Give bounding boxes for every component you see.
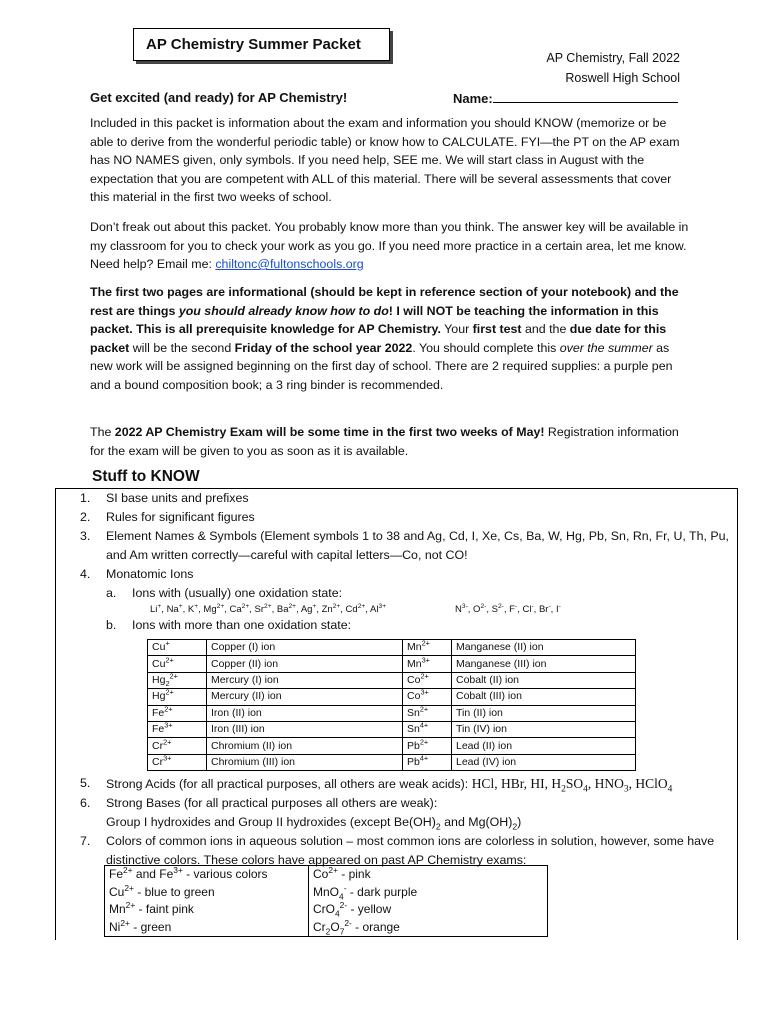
ion-symbol: Cu+ <box>148 640 207 656</box>
ion-name: Cobalt (II) ion <box>452 672 636 688</box>
item-number: 1. <box>80 491 91 505</box>
ion-symbol: $Cr^{3+}$ <box>148 754 207 770</box>
ion-symbol: $Mn^{3+}$ <box>403 656 452 672</box>
ion-colors-table <box>104 865 548 937</box>
ion-symbol: $Mn^{2+}$ <box>403 640 452 656</box>
school-info <box>546 48 680 88</box>
strong-acids: HCl, HBr, HI, $H_2SO_4$, $HNO_3$, HClO$_4$ <box>471 776 673 795</box>
ion-symbol: $Hg_2^{2+}$ <box>148 672 207 688</box>
ion-name: Tin (II) ion <box>452 705 636 721</box>
item-number: 4. <box>80 567 91 581</box>
table-row <box>148 738 636 754</box>
school-name: Roswell High School <box>565 71 680 85</box>
ion-symbol: $Hg^{2+}$ <box>148 689 207 705</box>
table-row <box>148 656 636 672</box>
list-item <box>80 565 735 635</box>
ion-name: Mercury (I) ion <box>207 672 403 688</box>
item-text: Strong Bases (for all practical purposes all others are weak): <box>106 796 438 810</box>
info-paragraph <box>90 283 690 394</box>
sub-item-b <box>106 616 735 635</box>
greeting: Get excited (and ready) for AP Chemistry! <box>90 90 348 105</box>
info-first-test: first test <box>472 322 522 336</box>
info-friday: Friday of the school year 2022 <box>234 340 413 355</box>
info-bold-2: ! I will NOT be teaching the information in this packet. This is all prerequisite knowledge for AP Chemistry. <box>90 303 659 336</box>
table-row <box>148 721 636 737</box>
ion-name: Tin (IV) ion <box>452 721 636 737</box>
table-row <box>105 866 548 937</box>
help-text: Don’t freak out about this packet. You probably know more than you think. The answer key will be available in my classroom for you to check your work as you go. If you need more practice in a certain area, let me know. Need help? Email me: <box>90 220 689 271</box>
table-row <box>148 672 636 688</box>
exam-text-2: Registration information for the exam will be given to you as soon as it is available. <box>90 425 679 458</box>
ion-symbol: $Fe^{2+}$ <box>148 705 207 721</box>
name-field[interactable] <box>453 90 678 106</box>
list-item <box>80 508 735 527</box>
exam-date-bold: 2022 AP Chemistry Exam will be some time in the first two weeks of May! <box>114 425 545 439</box>
info-due-date: due date for this packet <box>90 322 667 355</box>
ion-symbol: $Pb^{4+}$ <box>403 754 452 770</box>
list-item <box>80 527 735 565</box>
ion-symbol: $Co^{3+}$ <box>403 689 452 705</box>
ion-name: Mercury (II) ion <box>207 689 403 705</box>
table-row <box>148 689 636 705</box>
exam-paragraph <box>90 423 690 460</box>
item-number: 3. <box>80 529 91 543</box>
color-cell-left: $Fe^{2+}$ and $Fe^{3+}$ - various colors $Cu^{2+}$ - blue to green $Mn^{2+}$ - faint pink $Ni^{2+}$ - green <box>105 866 309 937</box>
single-ions-row <box>106 603 735 616</box>
ion-name: Iron (II) ion <box>207 705 403 721</box>
intro-text: Included in this packet is information about the exam and information you should KNOW (memorize or be able to derive from the wonderful periodic table) or know how to CALCULATE. FYI—the PT on the AP exam has NO NAMES given, only symbols. If you need help, SEE me. We will start class in August with the expectation that you are competent with ALL of this material. There will be several assessments that cover this material in the first two weeks of school. <box>90 116 680 204</box>
ion-symbol: $Fe^{3+}$ <box>148 721 207 737</box>
email-link[interactable]: chiltonc@fultonschools.org <box>215 257 364 271</box>
intro-paragraph <box>90 114 690 207</box>
ion-name: Copper (II) ion <box>207 656 403 672</box>
item-number: 5. <box>80 776 91 790</box>
ion-name: Lead (IV) ion <box>452 754 636 770</box>
ion-symbol: $Cr^{2+}$ <box>148 738 207 754</box>
info-text-2: and the <box>521 322 570 336</box>
item-number: 6. <box>80 796 91 810</box>
multi-ion-table <box>147 639 636 771</box>
list-item <box>80 794 735 832</box>
ion-name: Lead (II) ion <box>452 738 636 754</box>
item-text: Element Names & Symbols (Element symbols 1 to 38 and Ag, Cd, I, Xe, Cs, Ba, W, Hg, Pb, Sn, Rn, Fr, U, Th, Pu, and Am written correctly—careful with capital letters—Co, not CO! <box>106 529 729 562</box>
table-row <box>148 705 636 721</box>
packet-title-box <box>133 28 390 61</box>
table-row <box>148 754 636 770</box>
info-text-3: will be the second <box>129 340 235 355</box>
item-text: Rules for significant figures <box>106 510 255 524</box>
ion-name: Chromium (III) ion <box>207 754 403 770</box>
exam-text-1: The <box>90 425 115 439</box>
item-text: Monatomic Ions <box>106 567 194 581</box>
list-item <box>80 489 735 508</box>
ion-name: Manganese (II) ion <box>452 640 636 656</box>
item-text: Strong Acids (for all practical purposes, all others are weak acids): <box>106 777 472 791</box>
item-text: Colors of common ions in aqueous solution – most common ions are colorless in solution, however, some have distinctive colors. These colors have appeared on past AP Chemistry exams: <box>106 834 715 867</box>
ion-symbol: $Pb^{2+}$ <box>403 738 452 754</box>
sub-number: a. <box>106 586 117 600</box>
item-text: SI base units and prefixes <box>106 491 249 505</box>
ion-symbol: $Cu^{2+}$ <box>148 656 207 672</box>
table-row <box>148 640 636 656</box>
ion-symbol: $Co^{2+}$ <box>403 672 452 688</box>
info-text-1: Your <box>440 322 473 336</box>
packet-title: AP Chemistry Summer Packet <box>146 36 361 53</box>
color-cell-right: $Co^{2+}$ - pink MnO$_4$- - dark purple CrO$_4^{2-}$ - yellow $Cr_2O_7^{2-}$ - orange <box>309 866 548 937</box>
info-text-5: as new work will be assigned beginning on the first day of school. There are 2 required supplies: a purple pen and a bound composition book; a 3 ring binder is recommended. <box>90 340 673 392</box>
sub-item-a <box>106 584 735 603</box>
info-bold-1: The first two pages are informational (should be kept in reference section of your notebook) and the rest are things <box>90 285 679 318</box>
ion-symbol: $Sn^{4+}$ <box>403 721 452 737</box>
sub-number: b. <box>106 618 117 632</box>
ion-name: Manganese (III) ion <box>452 656 636 672</box>
item-number: 2. <box>80 510 91 524</box>
ion-symbol: $Sn^{2+}$ <box>403 705 452 721</box>
list-item <box>80 774 735 794</box>
info-bold-italic: you should already know how to do <box>178 303 389 318</box>
single-cations: Li+, Na+, K+, $Mg^{2+}$, $Ca^{2+}$, $Sr^{2+}$, $Ba^{2+}$, Ag+, $Zn^{2+}$, $Cd^{2+}$, $Al^{3+}$ <box>150 602 387 615</box>
sub-text: Ions with (usually) one oxidation state: <box>132 586 343 600</box>
name-line[interactable] <box>493 90 678 103</box>
help-paragraph <box>90 218 690 274</box>
ion-name: Chromium (II) ion <box>207 738 403 754</box>
ion-name: Copper (I) ion <box>207 640 403 656</box>
course-label: AP Chemistry, Fall 2022 <box>546 51 680 65</box>
sub-text: Ions with more than one oxidation state: <box>132 618 352 632</box>
strong-bases: Group I hydroxides and Group II hydroxides (except $Be(OH)_2$ and $Mg(OH)_2$) <box>106 815 522 832</box>
info-text-4: . You should complete this <box>412 340 560 355</box>
name-label: Name: <box>453 91 493 106</box>
info-summer: over the summer <box>559 340 653 355</box>
single-anions: $N^{3-}$, $O^{2-}$, $S^{2-}$, F-, Cl-, Br-, I- <box>455 602 561 615</box>
ion-name: Cobalt (III) ion <box>452 689 636 705</box>
stuff-heading: Stuff to KNOW <box>92 468 200 485</box>
item-number: 7. <box>80 834 91 848</box>
ion-name: Iron (III) ion <box>207 721 403 737</box>
